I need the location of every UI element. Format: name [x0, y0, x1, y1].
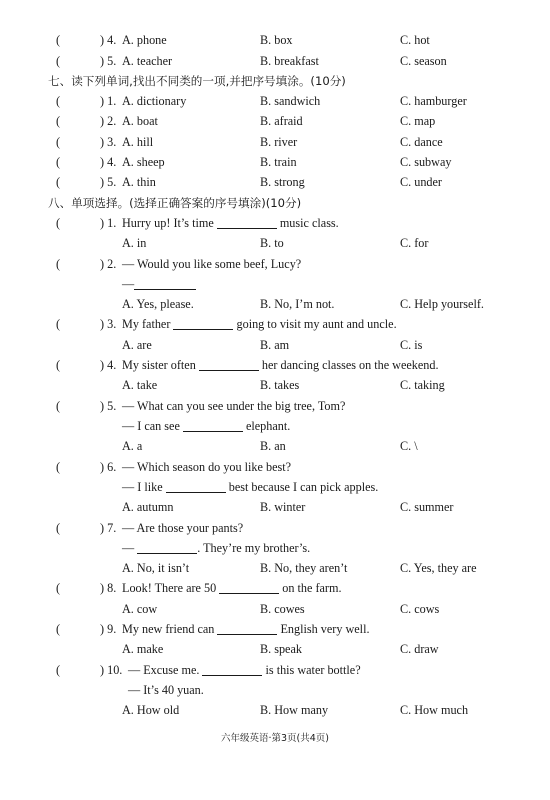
- section-7-heading: 七、读下列单词,找出不同类的一项,并把序号填涂。(10分): [48, 74, 346, 88]
- option-a: A. a: [122, 439, 143, 453]
- option-a: A. are: [122, 338, 152, 352]
- answer-blank: [217, 217, 277, 229]
- option-a: A. boat: [122, 114, 158, 128]
- answer-blank: [199, 359, 259, 371]
- question-text: My father going to visit my aunt and uncle.: [122, 317, 397, 331]
- answer-paren-open: (: [56, 175, 61, 189]
- answer-paren-open: (: [56, 521, 61, 535]
- section-8-heading: 八、单项选择。(选择正确答案的序号填涂)(10分): [48, 196, 302, 210]
- option-a: A. How old: [122, 703, 180, 717]
- question-text: — It’s 40 yuan.: [128, 683, 204, 697]
- question-text: —: [122, 277, 196, 292]
- answer-paren-open: (: [56, 317, 61, 331]
- option-c: C. taking: [400, 378, 445, 392]
- option-c: C. hot: [400, 33, 430, 47]
- option-b: B. afraid: [260, 114, 303, 128]
- option-b: B. box: [260, 33, 293, 47]
- question-number: ) 6.: [100, 460, 117, 474]
- answer-blank: [202, 664, 262, 676]
- question-text: My new friend can English very well.: [122, 622, 370, 636]
- option-b: B. am: [260, 338, 290, 352]
- option-b: B. No, I’m not.: [260, 297, 335, 311]
- answer-blank: [219, 582, 279, 594]
- question-text: — Are those your pants?: [122, 521, 244, 535]
- option-c: C. dance: [400, 135, 443, 149]
- option-a: A. dictionary: [122, 94, 187, 108]
- option-a: A. Yes, please.: [122, 297, 194, 311]
- question-number: ) 2.: [100, 257, 117, 271]
- answer-paren-open: (: [56, 33, 61, 47]
- answer-paren-open: (: [56, 54, 61, 68]
- option-a: A. in: [122, 236, 147, 250]
- option-c: C. season: [400, 54, 447, 68]
- question-number: ) 5.: [100, 54, 117, 68]
- answer-paren-open: (: [56, 155, 61, 169]
- option-c: C. summer: [400, 500, 454, 514]
- option-a: A. autumn: [122, 500, 174, 514]
- question-text: — What can you see under the big tree, Tom?: [122, 399, 346, 413]
- option-c: C. is: [400, 338, 423, 352]
- option-b: B. strong: [260, 175, 305, 189]
- question-number: ) 4.: [100, 358, 117, 372]
- option-b: B. cowes: [260, 602, 305, 616]
- question-text: Hurry up! It’s time music class.: [122, 216, 339, 230]
- question-number: ) 1.: [100, 216, 117, 230]
- option-c: C. subway: [400, 155, 452, 169]
- answer-blank: [183, 420, 243, 432]
- option-c: C. map: [400, 114, 436, 128]
- option-c: C. cows: [400, 602, 440, 616]
- question-number: ) 4.: [100, 155, 117, 169]
- option-b: B. sandwich: [260, 94, 321, 108]
- answer-blank: [166, 481, 226, 493]
- option-a: A. sheep: [122, 155, 165, 169]
- question-text: — . They’re my brother’s.: [122, 541, 311, 555]
- answer-paren-open: (: [56, 460, 61, 474]
- option-b: B. breakfast: [260, 54, 319, 68]
- option-a: A. No, it isn’t: [122, 561, 190, 575]
- answer-blank: [137, 542, 197, 554]
- option-a: A. hill: [122, 135, 154, 149]
- answer-paren-open: (: [56, 135, 61, 149]
- option-a: A. cow: [122, 602, 158, 616]
- option-c: C. Yes, they are: [400, 561, 477, 575]
- option-a: A. make: [122, 642, 164, 656]
- option-a: A. teacher: [122, 54, 173, 68]
- option-c: C. for: [400, 236, 429, 250]
- question-number: ) 9.: [100, 622, 117, 636]
- page-footer: 六年级英语·第3页(共4页): [220, 733, 330, 744]
- option-c: C. Help yourself.: [400, 297, 484, 311]
- question-number: ) 1.: [100, 94, 117, 108]
- answer-paren-open: (: [56, 358, 61, 372]
- question-text: My sister often her dancing classes on the weekend.: [122, 358, 439, 372]
- answer-paren-open: (: [56, 94, 61, 108]
- answer-paren-open: (: [56, 216, 61, 230]
- question-number: ) 4.: [100, 33, 117, 47]
- question-text: Look! There are 50 on the farm.: [122, 581, 342, 595]
- question-text: — Excuse me. is this water bottle?: [128, 663, 361, 677]
- question-text: — Which season do you like best?: [122, 460, 292, 474]
- question-number: ) 3.: [100, 317, 117, 331]
- answer-paren-open: (: [56, 622, 61, 636]
- answer-paren-open: (: [56, 399, 61, 413]
- question-text: — I can see elephant.: [122, 419, 291, 433]
- option-b: B. speak: [260, 642, 302, 656]
- option-b: B. river: [260, 135, 298, 149]
- question-number: ) 3.: [100, 135, 117, 149]
- answer-blank: [173, 318, 233, 330]
- option-a: A. take: [122, 378, 158, 392]
- option-b: B. to: [260, 236, 284, 250]
- option-b: B. train: [260, 155, 297, 169]
- option-c: C. hamburger: [400, 94, 467, 108]
- option-a: A. phone: [122, 33, 167, 47]
- option-c: C. \: [400, 439, 418, 453]
- question-number: ) 5.: [100, 175, 117, 189]
- option-b: B. winter: [260, 500, 306, 514]
- answer-paren-open: (: [56, 581, 61, 595]
- answer-paren-open: (: [56, 114, 61, 128]
- answer-paren-open: (: [56, 257, 61, 271]
- question-number: ) 10.: [100, 663, 123, 677]
- option-c: C. How much: [400, 703, 469, 717]
- question-number: ) 8.: [100, 581, 117, 595]
- answer-blank: [134, 278, 196, 290]
- question-number: ) 7.: [100, 521, 117, 535]
- option-b: B. No, they aren’t: [260, 561, 348, 575]
- option-c: C. draw: [400, 642, 439, 656]
- answer-paren-open: (: [56, 663, 61, 677]
- option-a: A. thin: [122, 175, 156, 189]
- option-b: B. takes: [260, 378, 300, 392]
- question-text: — I like best because I can pick apples.: [122, 480, 379, 494]
- question-number: ) 2.: [100, 114, 117, 128]
- option-b: B. an: [260, 439, 286, 453]
- question-number: ) 5.: [100, 399, 117, 413]
- option-b: B. How many: [260, 703, 329, 717]
- answer-blank: [217, 623, 277, 635]
- question-text: — Would you like some beef, Lucy?: [122, 257, 302, 271]
- option-c: C. under: [400, 175, 442, 189]
